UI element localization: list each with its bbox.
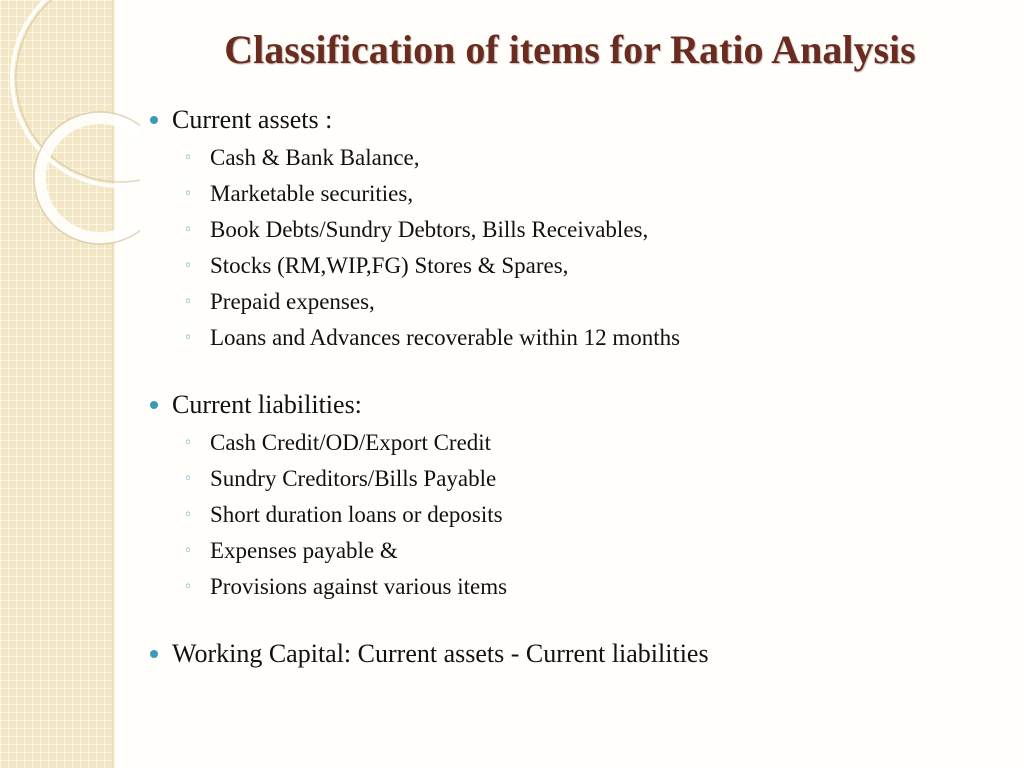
list-item xyxy=(148,497,998,533)
list-item xyxy=(148,212,998,248)
ring-bullet-icon: ◦ xyxy=(184,150,193,166)
bullet-dot-icon xyxy=(150,401,158,409)
list-item xyxy=(148,425,998,461)
list-item xyxy=(148,284,998,320)
ring-bullet-icon: ◦ xyxy=(184,186,193,202)
list-item-text: Sundry Creditors/Bills Payable xyxy=(210,466,497,491)
list-item xyxy=(148,569,998,605)
list-item xyxy=(148,140,998,176)
section-heading xyxy=(148,636,998,672)
ring-bullet-icon: ◦ xyxy=(184,543,193,559)
list-item-text: Expenses payable & xyxy=(210,538,398,563)
section-heading xyxy=(148,102,998,138)
decorative-rings xyxy=(0,0,140,280)
ring-bullet-icon: ◦ xyxy=(184,579,193,595)
list-item xyxy=(148,248,998,284)
list-item xyxy=(148,461,998,497)
list-item-text: Provisions against various items xyxy=(210,574,508,599)
bullet-content xyxy=(148,102,998,703)
list-item-text: Book Debts/Sundry Debtors, Bills Receivables, xyxy=(210,217,649,242)
ring-bullet-icon: ◦ xyxy=(184,222,193,238)
list-item-text: Stocks (RM,WIP,FG) Stores & Spares, xyxy=(210,253,569,278)
section-current-assets xyxy=(148,102,998,356)
list-item-text: Short duration loans or deposits xyxy=(210,502,503,527)
section-heading-text: Working Capital: Current assets - Current liabilities xyxy=(172,639,709,668)
section-heading-text: Current assets : xyxy=(172,105,333,134)
ring-bullet-icon: ◦ xyxy=(184,507,193,523)
sub-list xyxy=(148,425,998,605)
list-item-text: Loans and Advances recoverable within 12 months xyxy=(210,325,681,350)
section-heading xyxy=(148,387,998,423)
list-item-text: Cash Credit/OD/Export Credit xyxy=(210,430,492,455)
list-item-text: Cash & Bank Balance, xyxy=(210,145,420,170)
list-item xyxy=(148,533,998,569)
list-item xyxy=(148,320,998,356)
ring-bullet-icon: ◦ xyxy=(184,330,193,346)
bullet-dot-icon xyxy=(150,116,158,124)
list-item-text: Marketable securities, xyxy=(210,181,414,206)
section-heading-text: Current liabilities: xyxy=(172,390,362,419)
ring-bullet-icon: ◦ xyxy=(184,258,193,274)
ring-bullet-icon: ◦ xyxy=(184,471,193,487)
ring-bullet-icon: ◦ xyxy=(184,435,193,451)
slide-title: Classification of items for Ratio Analysis xyxy=(224,27,916,72)
sub-list xyxy=(148,140,998,356)
ring-bullet-icon: ◦ xyxy=(184,294,193,310)
section-working-capital xyxy=(148,636,998,672)
list-item-text: Prepaid expenses, xyxy=(210,289,375,314)
list-item xyxy=(148,176,998,212)
section-current-liabilities xyxy=(148,387,998,605)
bullet-dot-icon xyxy=(150,650,158,658)
